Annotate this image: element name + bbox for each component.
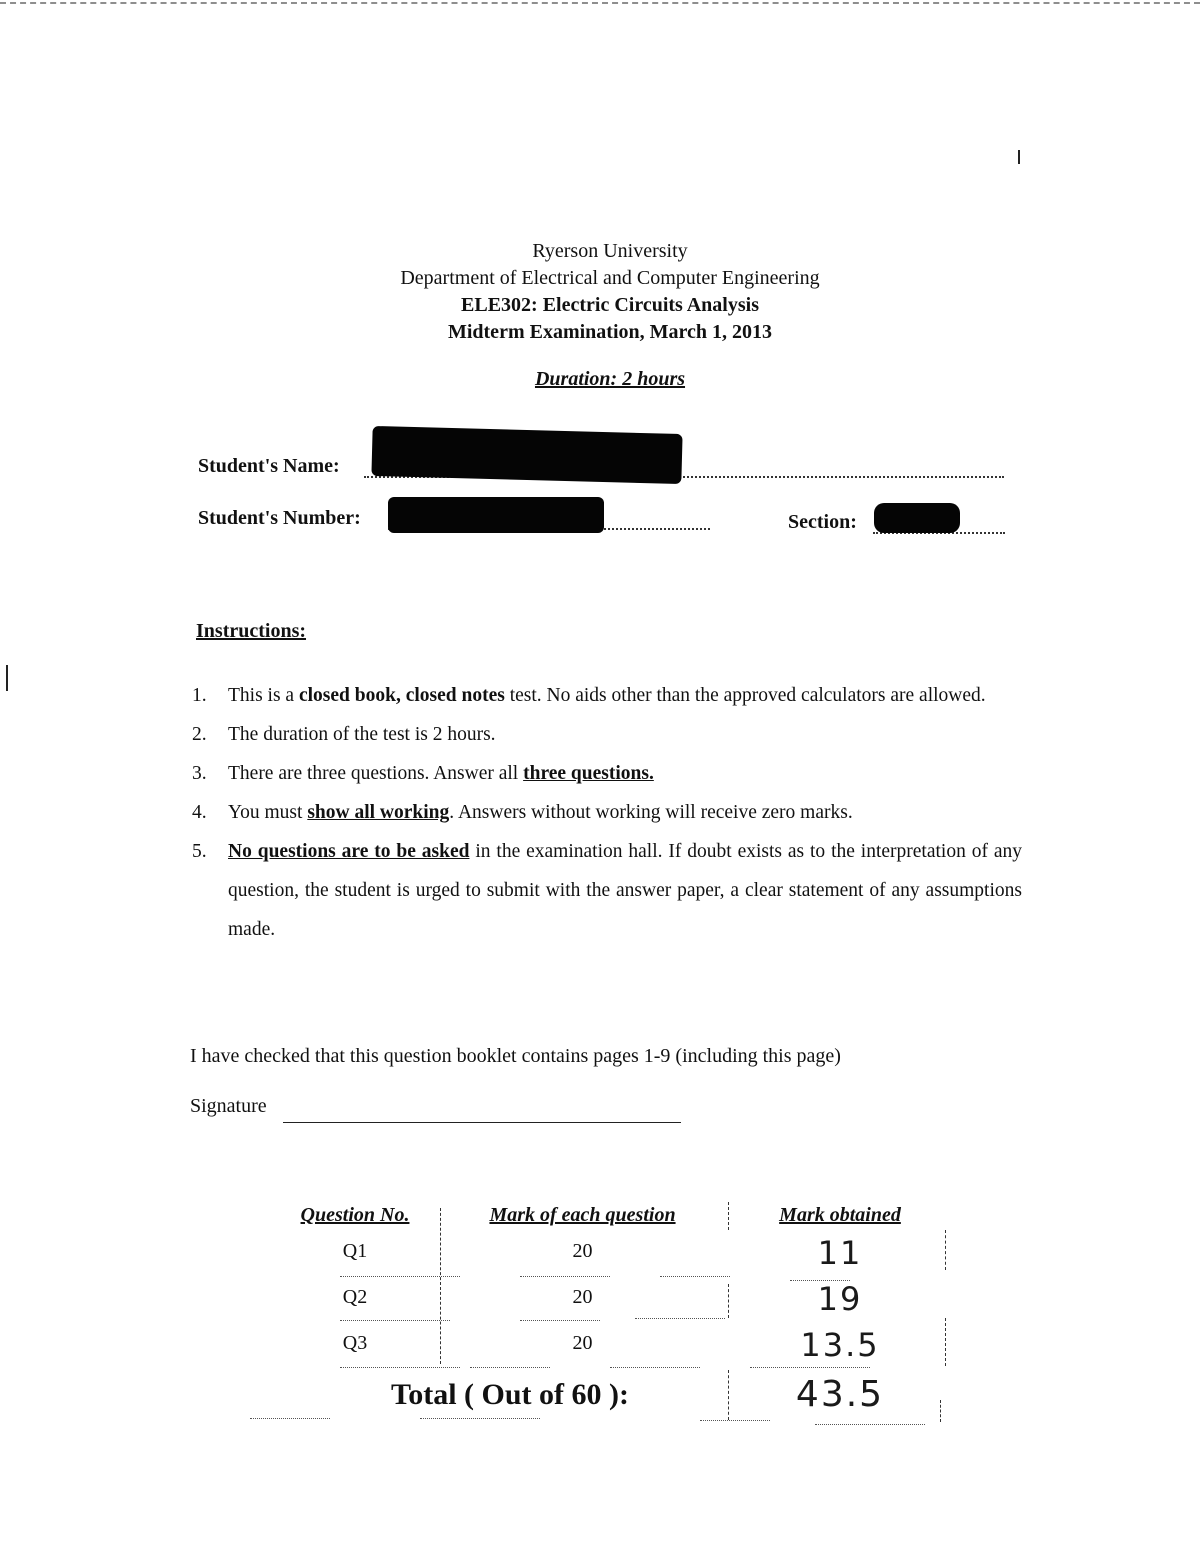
item-text: The duration of the test is 2 hours. <box>228 724 496 745</box>
instructions-list <box>192 676 1022 949</box>
question-number: Q2 <box>342 1286 368 1308</box>
list-item <box>192 793 1022 832</box>
table-rule <box>728 1284 729 1318</box>
item-text: There are three questions. Answer all <box>228 763 524 784</box>
table-rule <box>940 1400 941 1422</box>
exam-duration: Duration: 2 hours <box>534 368 686 390</box>
mark-obtained: 13.5 <box>800 1326 880 1364</box>
total-label: Total ( Out of 60 ): <box>390 1378 630 1411</box>
exam-title: Midterm Examination, March 1, 2013 <box>447 321 773 343</box>
item-text: in the examination hall. If doubt exists as to the interpretation of any question, the student is urged to submit with the answer paper, a clear statement of any assumptions made. <box>228 841 1022 940</box>
instructions-title: Instructions: <box>196 620 307 642</box>
scan-edge-artifact <box>0 2 1200 7</box>
table-rule <box>520 1276 610 1277</box>
table-rule <box>750 1367 870 1368</box>
course-title: ELE302: Electric Circuits Analysis <box>461 294 759 316</box>
item-text: . Answers without working will receive zero marks. <box>449 802 853 823</box>
item-number: 3. <box>192 763 207 784</box>
redaction-block <box>371 426 682 484</box>
item-text: test. No aids other than the approved calculators are allowed. <box>504 685 986 706</box>
scan-speck <box>1018 150 1020 164</box>
signature-field[interactable] <box>283 1122 681 1123</box>
item-emphasis: show all working <box>307 802 450 823</box>
table-row <box>270 1234 950 1284</box>
table-rule <box>340 1367 460 1368</box>
item-emphasis: No questions are to be asked <box>228 841 470 862</box>
table-rule <box>660 1276 730 1277</box>
student-name-label: Student's Name: <box>198 455 340 477</box>
question-max-mark: 20 <box>572 1286 593 1308</box>
question-max-mark: 20 <box>572 1240 593 1262</box>
student-number-label: Student's Number: <box>198 507 361 529</box>
table-rule <box>728 1202 729 1230</box>
table-rule <box>470 1367 550 1368</box>
item-text: You must <box>228 802 308 823</box>
table-rule <box>610 1367 700 1368</box>
table-row <box>270 1280 950 1330</box>
department-name: Department of Electrical and Computer Engineering <box>400 267 820 289</box>
table-rule <box>790 1280 850 1281</box>
item-number: 4. <box>192 802 207 823</box>
table-rule <box>420 1418 540 1419</box>
item-number: 2. <box>192 724 207 745</box>
table-rule <box>520 1320 600 1321</box>
table-rule <box>945 1230 946 1270</box>
table-rule <box>945 1318 946 1366</box>
table-rule <box>340 1320 450 1321</box>
table-rule <box>440 1208 441 1364</box>
table-rule <box>340 1276 460 1277</box>
page-count-confirmation: I have checked that this question booklet contains pages 1-9 (including this page) <box>190 1045 841 1067</box>
column-header: Question No. <box>300 1204 410 1226</box>
scan-speck <box>6 665 8 691</box>
exam-header <box>300 238 920 346</box>
item-number: 1. <box>192 685 207 706</box>
question-number: Q1 <box>342 1240 368 1262</box>
university-name: Ryerson University <box>532 240 688 262</box>
list-item <box>192 754 1022 793</box>
item-text: This is a <box>228 685 299 706</box>
redaction-block <box>874 503 960 533</box>
item-number: 5. <box>192 841 207 862</box>
table-rule <box>700 1420 770 1421</box>
table-rule <box>250 1418 330 1419</box>
column-header: Mark of each question <box>489 1204 676 1226</box>
signature-label: Signature <box>190 1095 267 1117</box>
mark-obtained: 19 <box>817 1280 863 1318</box>
list-item <box>192 676 1022 715</box>
table-rule <box>815 1424 925 1425</box>
table-rule <box>635 1318 725 1319</box>
item-emphasis: three questions. <box>523 763 654 784</box>
question-max-mark: 20 <box>572 1332 593 1354</box>
list-item <box>192 832 1022 949</box>
table-rule <box>728 1370 729 1420</box>
item-emphasis: closed book, closed notes <box>298 685 505 706</box>
table-total-row <box>270 1374 950 1422</box>
question-number: Q3 <box>342 1332 368 1354</box>
table-row <box>270 1326 950 1376</box>
redaction-block <box>388 497 604 533</box>
section-label: Section: <box>788 511 857 533</box>
total-mark-obtained: 43.5 <box>795 1374 885 1415</box>
mark-obtained: 11 <box>817 1234 863 1272</box>
column-header: Mark obtained <box>779 1204 901 1226</box>
list-item <box>192 715 1022 754</box>
